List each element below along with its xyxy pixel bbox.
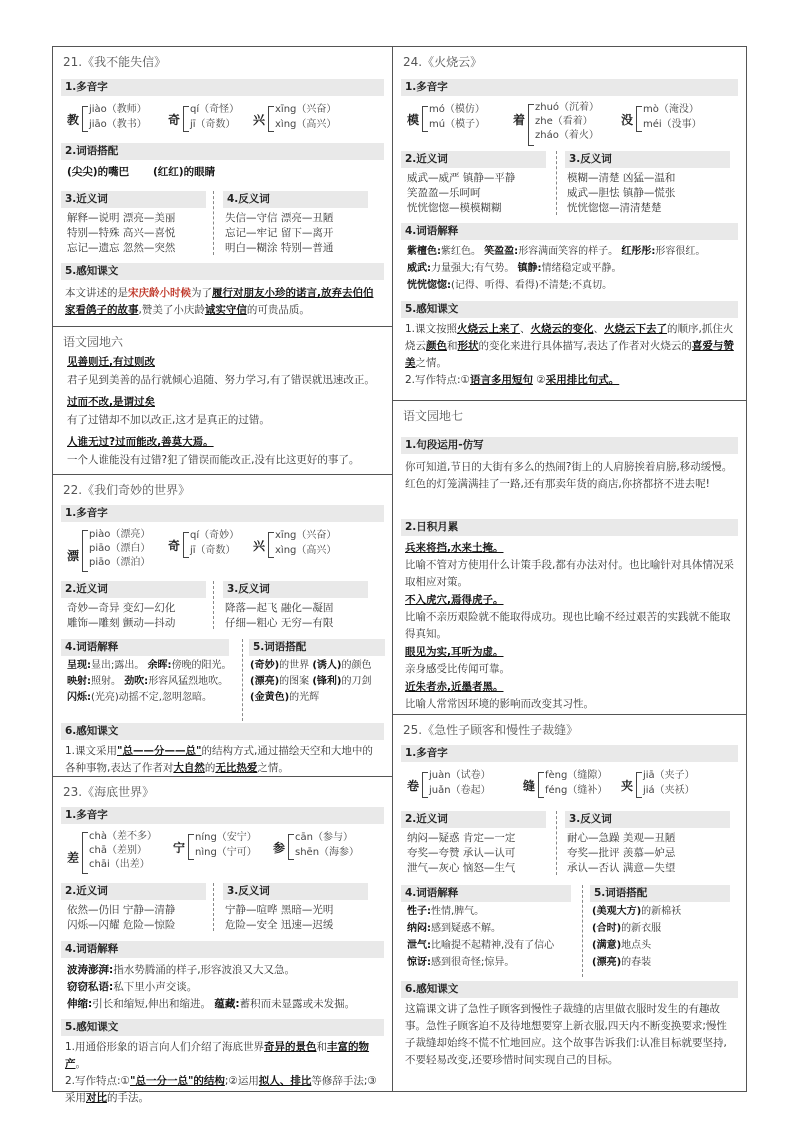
- divider: [556, 811, 557, 875]
- definition: 恍恍惚惚:(记得、听得、看得)不清楚;不真切。: [407, 280, 613, 291]
- section-header: 1.多音字: [61, 505, 384, 522]
- definition: 性子:性情,脾气。: [407, 906, 485, 917]
- pinyin: chā（差别）: [89, 845, 147, 856]
- polyphone-char: 着: [513, 113, 526, 127]
- definition: 惊讶:感到很奇怪;惊异。: [407, 957, 515, 968]
- idiom-explanation: 比喻人常常因环境的影响而改变其习性。: [405, 698, 594, 710]
- section-header: 4.词语解释: [401, 885, 571, 902]
- section-header: 2.近义词: [401, 811, 546, 828]
- section-header: 5.感知课文: [401, 301, 738, 318]
- pinyin: mò（淹没）: [643, 104, 699, 115]
- section-header: 2.近义词: [61, 581, 206, 598]
- text-summary: 本文讲述的是宋庆龄小时候为了履行对朋友小珍的诺言,放弃去伯伯家看鸽子的故事,赞美了小庆龄诚实守信的可贵品质。: [65, 287, 374, 316]
- unit-title: 21.《我不能失信》: [63, 55, 167, 69]
- definition: 泄气:比喻提不起精神,没有了信心: [407, 940, 555, 951]
- definition: 呈现:显出;露出。 余晖:傍晚的阳光。: [67, 660, 232, 671]
- pinyin: mú（模子）: [429, 119, 486, 130]
- polyphone-char: 奇: [168, 539, 181, 553]
- text-summary: 1.课文按照火烧云上来了、火烧云的变化、火烧云下去了的顺序,抓住火烧云颜色和形状的变化来进行具体描写,表达了作者对火烧云的喜爱与赞美之情。 2.写作特点:①语言多用短句 ②采用排比句式。: [405, 323, 734, 386]
- pinyin: qí（奇怪）: [190, 104, 240, 115]
- antonym-line: 模糊—清楚 凶猛—温和: [567, 172, 676, 184]
- synonym-line: 特别—特殊 高兴—喜悦: [67, 227, 176, 239]
- section-header: 4.词语解释: [61, 639, 229, 656]
- bracket: [268, 532, 274, 558]
- polyphone-char: 教: [67, 113, 80, 127]
- unit-24: [393, 47, 746, 401]
- polyphone-char: 参: [273, 841, 286, 855]
- section-header: 3.反义词: [565, 151, 730, 168]
- unit-title: 24.《火烧云》: [403, 55, 483, 69]
- polyphone-char: 没: [621, 113, 634, 127]
- section-header: 3.反义词: [565, 811, 730, 828]
- pinyin: xīng（兴奋）: [275, 530, 337, 541]
- divider: [213, 191, 214, 255]
- pinyin: mó（模仿）: [429, 104, 485, 115]
- idiom-explanation: 亲身感受比传闻可靠。: [405, 663, 510, 675]
- section-header: 4.反义词: [223, 191, 368, 208]
- idiom-explanation: 比喻不亲历艰险就不能取得成功。现也比喻不经过艰苦的实践就不能取得真知。: [405, 611, 731, 640]
- antonym-line: 危险—安全 迅速—迟缓: [225, 919, 334, 931]
- polyphone-char: 宁: [173, 841, 186, 855]
- pinyin: féng（缝补）: [545, 785, 608, 796]
- pinyin: cān（参与）: [295, 832, 353, 843]
- bracket: [183, 106, 189, 132]
- antonym-line: 夸奖—批评 羡慕—妒忌: [567, 847, 676, 859]
- synonym-line: 笑盈盈—乐呵呵: [407, 187, 481, 199]
- definition: 映射:照射。 劲吹:形容风猛烈地吹。: [67, 676, 229, 687]
- divider: [582, 885, 583, 977]
- text-summary: 1.课文采用"总——分——总"的结构方式,通过描绘天空和大地中的各种事物,表达了作者对大自然的无比热爱之情。: [65, 745, 373, 774]
- garden-7: [393, 401, 746, 715]
- definition: 威武:力量强大;有气势。 镇静:情绪稳定或平静。: [407, 263, 622, 274]
- pinyin: xīng（兴奋）: [275, 104, 337, 115]
- synonym-line: 夸奖—夸赞 承认—认可: [407, 847, 516, 859]
- pinyin: piào（漂亮）: [89, 529, 151, 540]
- bracket: [538, 772, 544, 798]
- pinyin: nìng（宁可）: [195, 847, 257, 858]
- polyphone-char: 兴: [253, 539, 266, 553]
- bracket: [188, 834, 194, 860]
- bracket: [82, 832, 88, 874]
- unit-25: [393, 715, 746, 1093]
- antonym-line: 耐心—急躁 美观—丑陋: [567, 832, 676, 844]
- polyphone-char: 卷: [407, 779, 420, 793]
- section-header: 2.词语搭配: [61, 143, 384, 160]
- pinyin: zhuó（沉着）: [535, 102, 600, 113]
- pinyin: qí（奇妙）: [190, 530, 240, 541]
- pinyin: xìng（高兴）: [275, 545, 337, 556]
- pinyin: juàn（试卷）: [429, 770, 491, 781]
- section-header: 1.多音字: [61, 79, 384, 96]
- synonym-line: 奇妙—奇异 变幻—幻化: [67, 602, 176, 614]
- synonym-line: 依然—仍旧 宁静—清静: [67, 904, 176, 916]
- pinyin: jiāo（教书）: [89, 119, 147, 130]
- garden-6: [53, 327, 392, 475]
- bracket: [422, 772, 428, 798]
- saying-explanation: 君子见到美善的品行就倾心追随、努力学习,有了错误就迅速改正。: [67, 374, 375, 386]
- antonym-line: 明白—糊涂 特别—普通: [225, 242, 334, 254]
- collocation: (金黄色)的光辉: [250, 692, 320, 703]
- synonym-line: 解释—说明 漂亮—美丽: [67, 212, 176, 224]
- saying-explanation: 有了过错却不加以改正,这才是真正的过错。: [67, 414, 270, 426]
- definition: 闪烁:(光亮)动摇不定,忽明忽暗。: [67, 692, 212, 703]
- definition: 紫檀色:紫红色。 笑盈盈:形容满面笑容的样子。 红彤彤:形容很红。: [407, 246, 706, 257]
- collocation: (漂亮)的图案 (锋利)的刀剑: [250, 676, 372, 687]
- pinyin: jī（奇数）: [190, 545, 236, 556]
- right-column: [393, 47, 746, 1091]
- pinyin: zhe（看着）: [535, 116, 593, 127]
- bracket: [636, 106, 642, 132]
- section-header: 4.词语解释: [401, 223, 738, 240]
- unit-title: 22.《我们奇妙的世界》: [63, 483, 191, 497]
- saying: 过而不改,是谓过矣: [67, 396, 155, 408]
- pinyin: piāo（漂白）: [89, 543, 151, 554]
- pinyin: piāo（漂泊）: [89, 557, 151, 568]
- section-header: 5.感知课文: [61, 1019, 384, 1036]
- section-header: 5.词语搭配: [590, 885, 730, 902]
- divider: [556, 151, 557, 215]
- sample-paragraph: 你可知道,节日的大街有多么的热闹?街上的人肩膀挨着肩膀,移动缓慢。红色的灯笼满满挂了一路,还有那卖年货的商店,你挤都挤不进去呢!: [405, 461, 733, 490]
- section-header: 1.多音字: [401, 745, 738, 762]
- bracket: [183, 532, 189, 558]
- antonym-line: 忘记—牢记 留下—离开: [225, 227, 334, 239]
- section-header: 2.近义词: [61, 883, 206, 900]
- saying: 见善则迁,有过则改: [67, 356, 155, 368]
- collocation: (漂亮)的春装: [592, 957, 652, 968]
- section-header: 1.多音字: [401, 79, 738, 96]
- pinyin: jiào（教师）: [89, 104, 147, 115]
- divider: [242, 639, 243, 721]
- section-header: 5.词语搭配: [249, 639, 385, 656]
- saying: 人谁无过?过而能改,善莫大焉。: [67, 436, 214, 448]
- collocation: (奇妙)的世界 (诱人)的颜色: [250, 660, 372, 671]
- pinyin: jiá（夹袄）: [643, 785, 695, 796]
- polyphone-char: 差: [67, 851, 80, 865]
- section-header: 2.近义词: [401, 151, 546, 168]
- section-header: 6.感知课文: [61, 723, 384, 740]
- section-header: 3.近义词: [61, 191, 206, 208]
- idiom: 近朱者赤,近墨者黑。: [405, 681, 504, 693]
- unit-title: 语文园地六: [63, 335, 124, 349]
- section-header: 4.词语解释: [61, 941, 384, 958]
- idiom: 不入虎穴,焉得虎子。: [405, 594, 504, 606]
- synonym-line: 泄气—灰心 恼怒—生气: [407, 862, 516, 874]
- polyphone-char: 漂: [67, 549, 80, 563]
- text-summary: 1.用通俗形象的语言向人们介绍了海底世界奇异的景色和丰富的物产。 2.写作特点:①"总一分一总"的结构;②运用拟人、排比等修辞手法;③采用对比的手法。: [65, 1041, 377, 1104]
- bracket: [636, 772, 642, 798]
- bracket: [82, 530, 88, 572]
- idiom: 眼见为实,耳听为虚。: [405, 646, 504, 658]
- definition: 伸缩:引长和缩短,伸出和缩进。 蕴藏:蓄积而未显露或未发掘。: [67, 998, 356, 1010]
- section-header: 3.反义词: [223, 581, 368, 598]
- unit-title: 25.《急性子顾客和慢性子裁缝》: [403, 723, 579, 737]
- bracket: [82, 106, 88, 132]
- pinyin: fèng（缝隙）: [545, 770, 608, 781]
- antonym-line: 失信—守信 漂亮—丑陋: [225, 212, 334, 224]
- synonym-line: 雕饰—雕刻 颤动—抖动: [67, 617, 176, 629]
- section-header: 1.多音字: [61, 807, 384, 824]
- pinyin: shēn（海参）: [295, 847, 360, 858]
- unit-22: [53, 475, 392, 777]
- collocation: (红红)的眼睛: [153, 166, 216, 178]
- divider: [213, 581, 214, 629]
- section-header: 2.日积月累: [401, 519, 738, 536]
- synonym-line: 威武—威严 镇静—平静: [407, 172, 516, 184]
- section-header: 5.感知课文: [61, 263, 384, 280]
- polyphone-char: 缝: [523, 779, 536, 793]
- polyphone-char: 夹: [621, 779, 634, 793]
- synonym-line: 闪烁—闪耀 危险—惊险: [67, 919, 176, 931]
- pinyin: méi（没事）: [643, 119, 702, 130]
- pinyin: jiā（夹子）: [643, 770, 695, 781]
- bracket: [288, 834, 294, 860]
- idiom-explanation: 比喻不管对方使用什么计策手段,都有办法对付。也比喻针对具体情况采取相应对策。: [405, 559, 734, 588]
- unit-title: 23.《海底世界》: [63, 785, 155, 799]
- unit-title: 语文园地七: [403, 409, 464, 423]
- antonym-line: 恍恍惚惚—清清楚楚: [567, 202, 662, 214]
- antonym-line: 仔细—粗心 无穷—有限: [225, 617, 334, 629]
- study-sheet: [52, 46, 747, 1104]
- saying-explanation: 一个人谁能没有过错?犯了错误而能改正,没有比这更好的事了。: [67, 454, 360, 466]
- definition: 窃窃私语:私下里小声交谈。: [67, 981, 198, 993]
- section-header: 3.反义词: [223, 883, 368, 900]
- pinyin: xìng（高兴）: [275, 119, 337, 130]
- definition: 纳闷:感到疑惑不解。: [407, 923, 501, 934]
- unit-23: [53, 777, 392, 1104]
- collocation: (合时)的新衣服: [592, 923, 662, 934]
- pinyin: chāi（出差）: [89, 859, 150, 870]
- synonym-line: 纳闷—疑惑 肯定—一定: [407, 832, 516, 844]
- polyphone-char: 兴: [253, 113, 266, 127]
- pinyin: zháo（着火）: [535, 130, 599, 141]
- pinyin: chà（差不多）: [89, 831, 157, 842]
- polyphone-char: 奇: [168, 113, 181, 127]
- bracket: [422, 106, 428, 132]
- text-summary: 这篇课文讲了急性子顾客到慢性子裁缝的店里做衣服时发生的有趣故事。急性子顾客迫不及待地想要穿上新衣服,四天内不断变换要求;慢性子裁缝却始终不慌不忙地回应。这个故事告诉我们:认准目标就要坚持,不要轻易改变,还要珍惜时间实现自己的目标。: [405, 1003, 727, 1066]
- bracket: [528, 104, 534, 146]
- left-column: [53, 47, 393, 1104]
- collocation: (满意)地点头: [592, 940, 652, 951]
- unit-21: [53, 47, 392, 327]
- collocation: (尖尖)的嘴巴: [67, 166, 130, 178]
- section-header: 1.句段运用-仿写: [401, 437, 738, 454]
- pinyin: juǎn（卷起）: [429, 785, 491, 796]
- antonym-line: 宁静—喧哗 黑暗—光明: [225, 904, 334, 916]
- idiom: 兵来将挡,水来土掩。: [405, 542, 504, 554]
- synonym-line: 恍恍惚惚—模模糊糊: [407, 202, 502, 214]
- bracket: [268, 106, 274, 132]
- collocation: (美观大方)的新棉袄: [592, 906, 682, 917]
- antonym-line: 承认—否认 满意—失望: [567, 862, 676, 874]
- polyphone-char: 模: [407, 113, 420, 127]
- pinyin: níng（安宁）: [195, 832, 257, 843]
- divider: [213, 883, 214, 931]
- pinyin: jī（奇数）: [190, 119, 236, 130]
- definition: 波涛澎湃:指水势腾涌的样子,形容波浪又大又急。: [67, 964, 296, 976]
- synonym-line: 忘记—遗忘 忽然—突然: [67, 242, 176, 254]
- antonym-line: 降落—起飞 融化—凝固: [225, 602, 334, 614]
- section-header: 6.感知课文: [401, 981, 738, 998]
- antonym-line: 威武—胆怯 镇静—慌张: [567, 187, 676, 199]
